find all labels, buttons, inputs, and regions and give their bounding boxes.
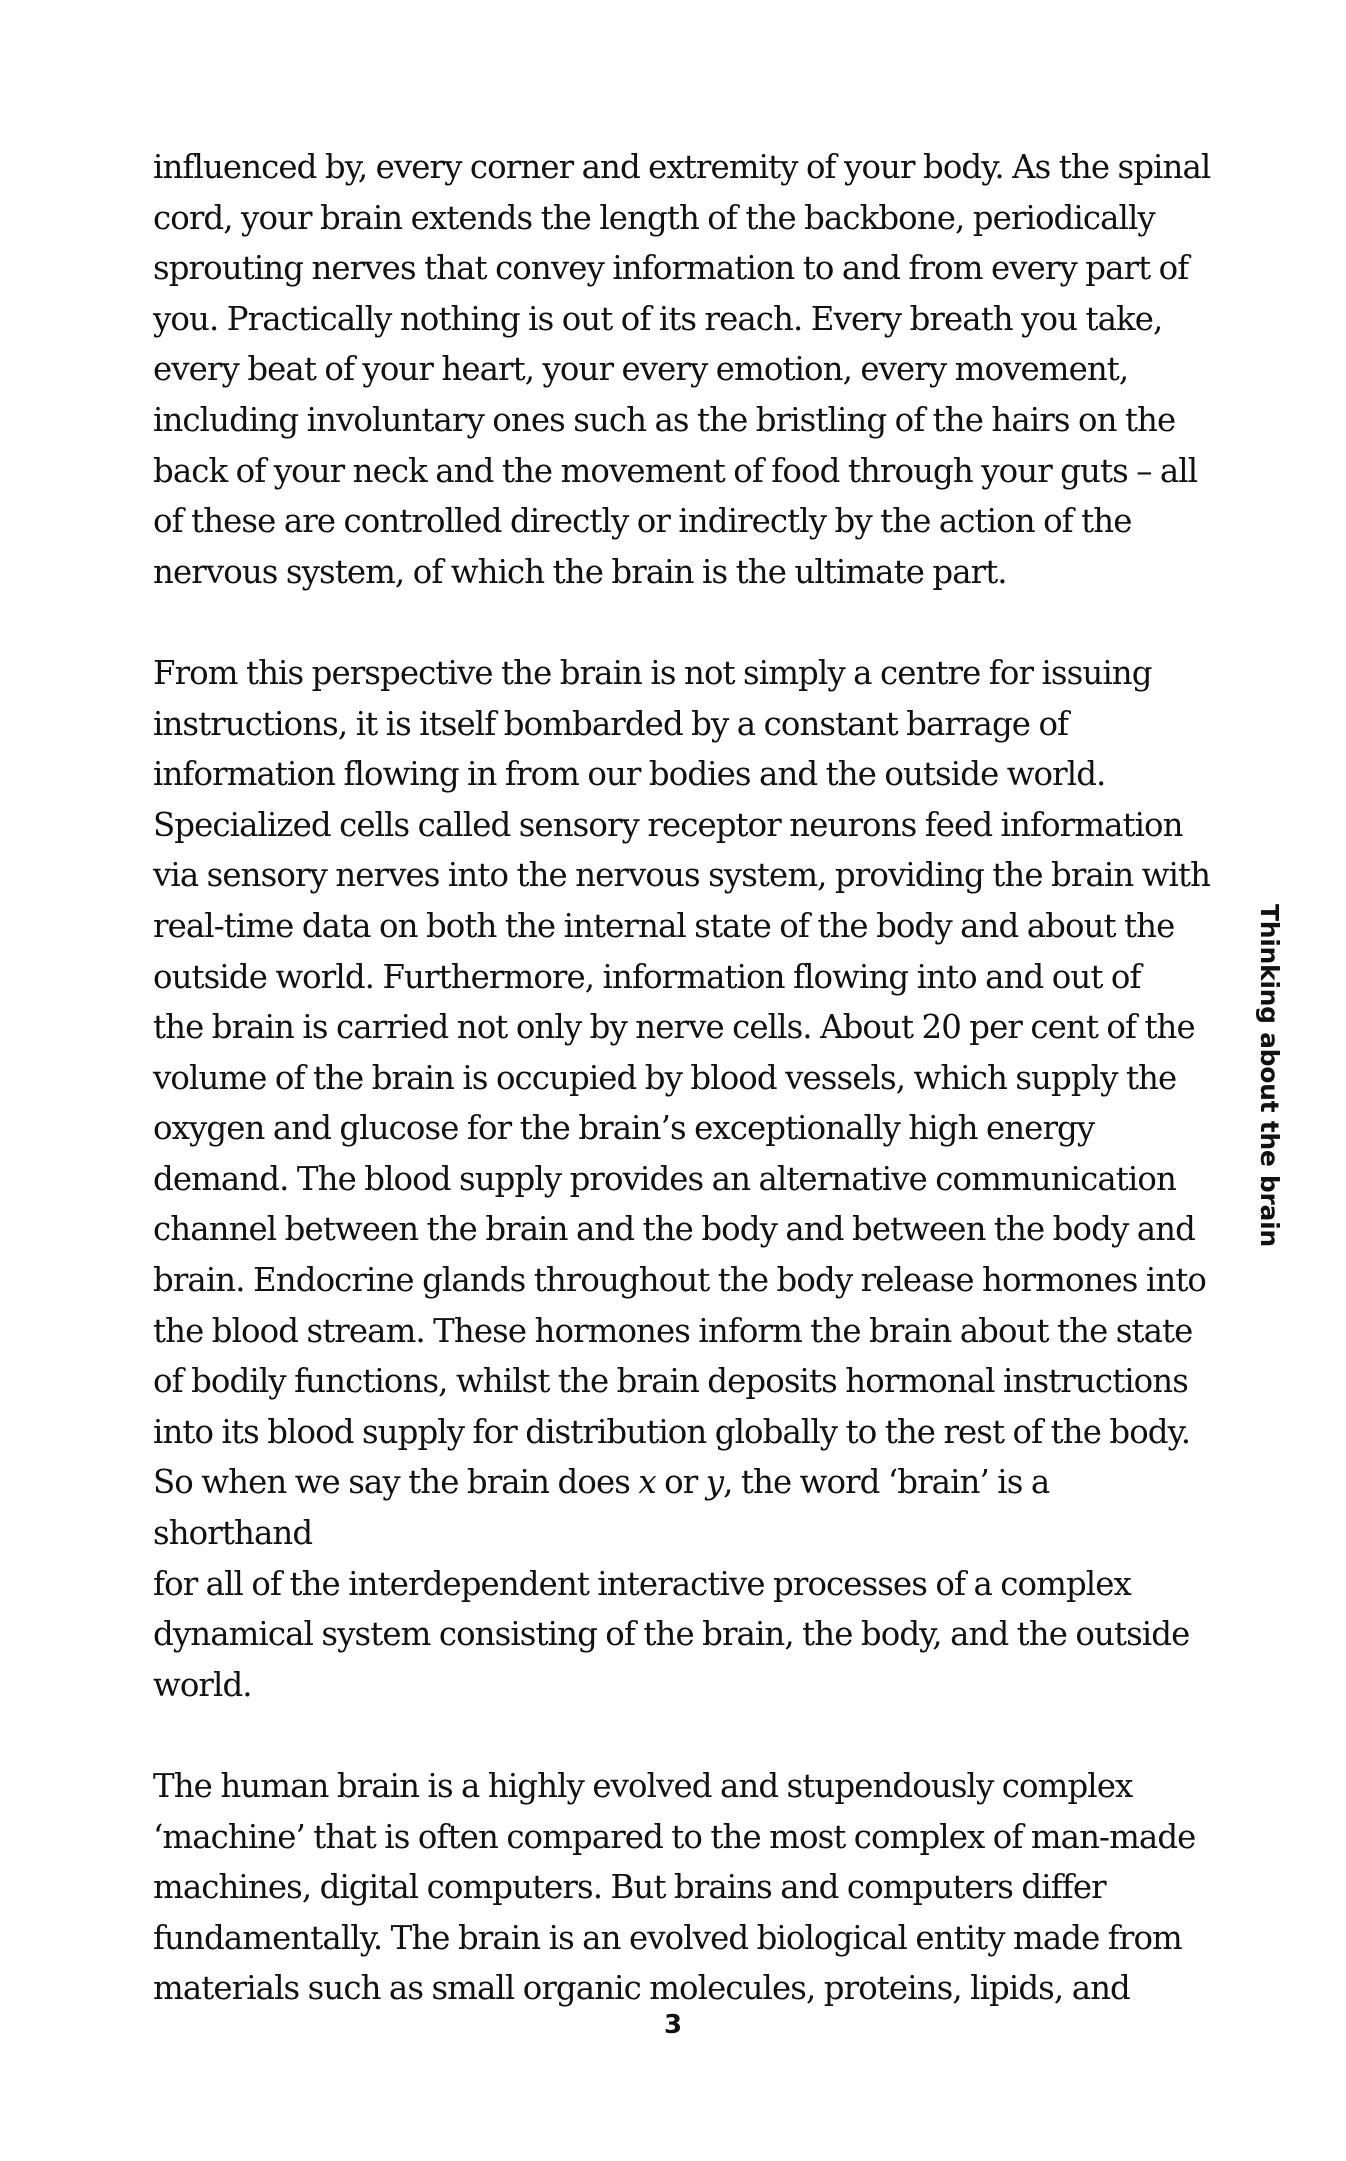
running-head: Thinking about the brain <box>1255 904 1284 1247</box>
paragraph-3: The human brain is a highly evolved and stupendously complex ‘machine’ that is often compared to the most complex of man-made machines, digital computers. But brains and computers differ fundamentally. The brain is an evolved biological entity made from materials such as small organic molecules, proteins, lipids, and <box>153 1767 1196 2008</box>
paragraph-1: influenced by, every corner and extremity of your body. As the spinal cord, your brain extends the length of the backbone, periodically sprouting nerves that convey information to and from every part of you. Practically nothing is out of its reach. Every breath you take, every beat of your heart, your every emotion, every movement, including involuntary ones such as the bristling of the hairs on the back of your neck and the movement of food through your guts – all of these are controlled directly or indirectly by the action of the nervous system, of which the brain is the ultimate part. <box>153 148 1211 591</box>
page-number: 3 <box>663 2010 683 2040</box>
body-text <box>153 142 1215 2014</box>
paragraph-2-text-before: From this perspective the brain is not simply a centre for issuing instructions, it is itself bombarded by a constant barrage of information flowing in from our bodies and the outside world. Specialized cells called sensory receptor neurons feed information via sensory nerves into the nervous system, providing the brain with real-time data on both the internal state of the body and about the outside world. Furthermore, information flowing into and out of the brain is carried not only by nerve cells. About 20 per cent of the volume of the brain is occupied by blood vessels, which supply the oxygen and glucose for the brain’s exceptionally high energy demand. The blood supply provides an alternative communication channel between the brain and the body and between the body and brain. Endocrine glands throughout the body release hormones into the blood stream. These hormones inform the brain about the state of bodily functions, whilst the brain deposits hormonal instructions into its blood supply for distribution globally to the rest of the body. So when we say the brain does <box>153 653 1211 1502</box>
variable-x: x <box>638 1463 656 1502</box>
paragraph-2-text-after: , the word ‘brain’ is a shorthand for all of the interdependent interactive processes of a complex dynamical system consisting of the brain, the body, and the outside world. <box>153 1463 1190 1704</box>
paragraph-2 <box>153 648 1215 1710</box>
variable-y: y <box>705 1463 724 1502</box>
paragraph-2-text-or: or <box>655 1463 706 1502</box>
